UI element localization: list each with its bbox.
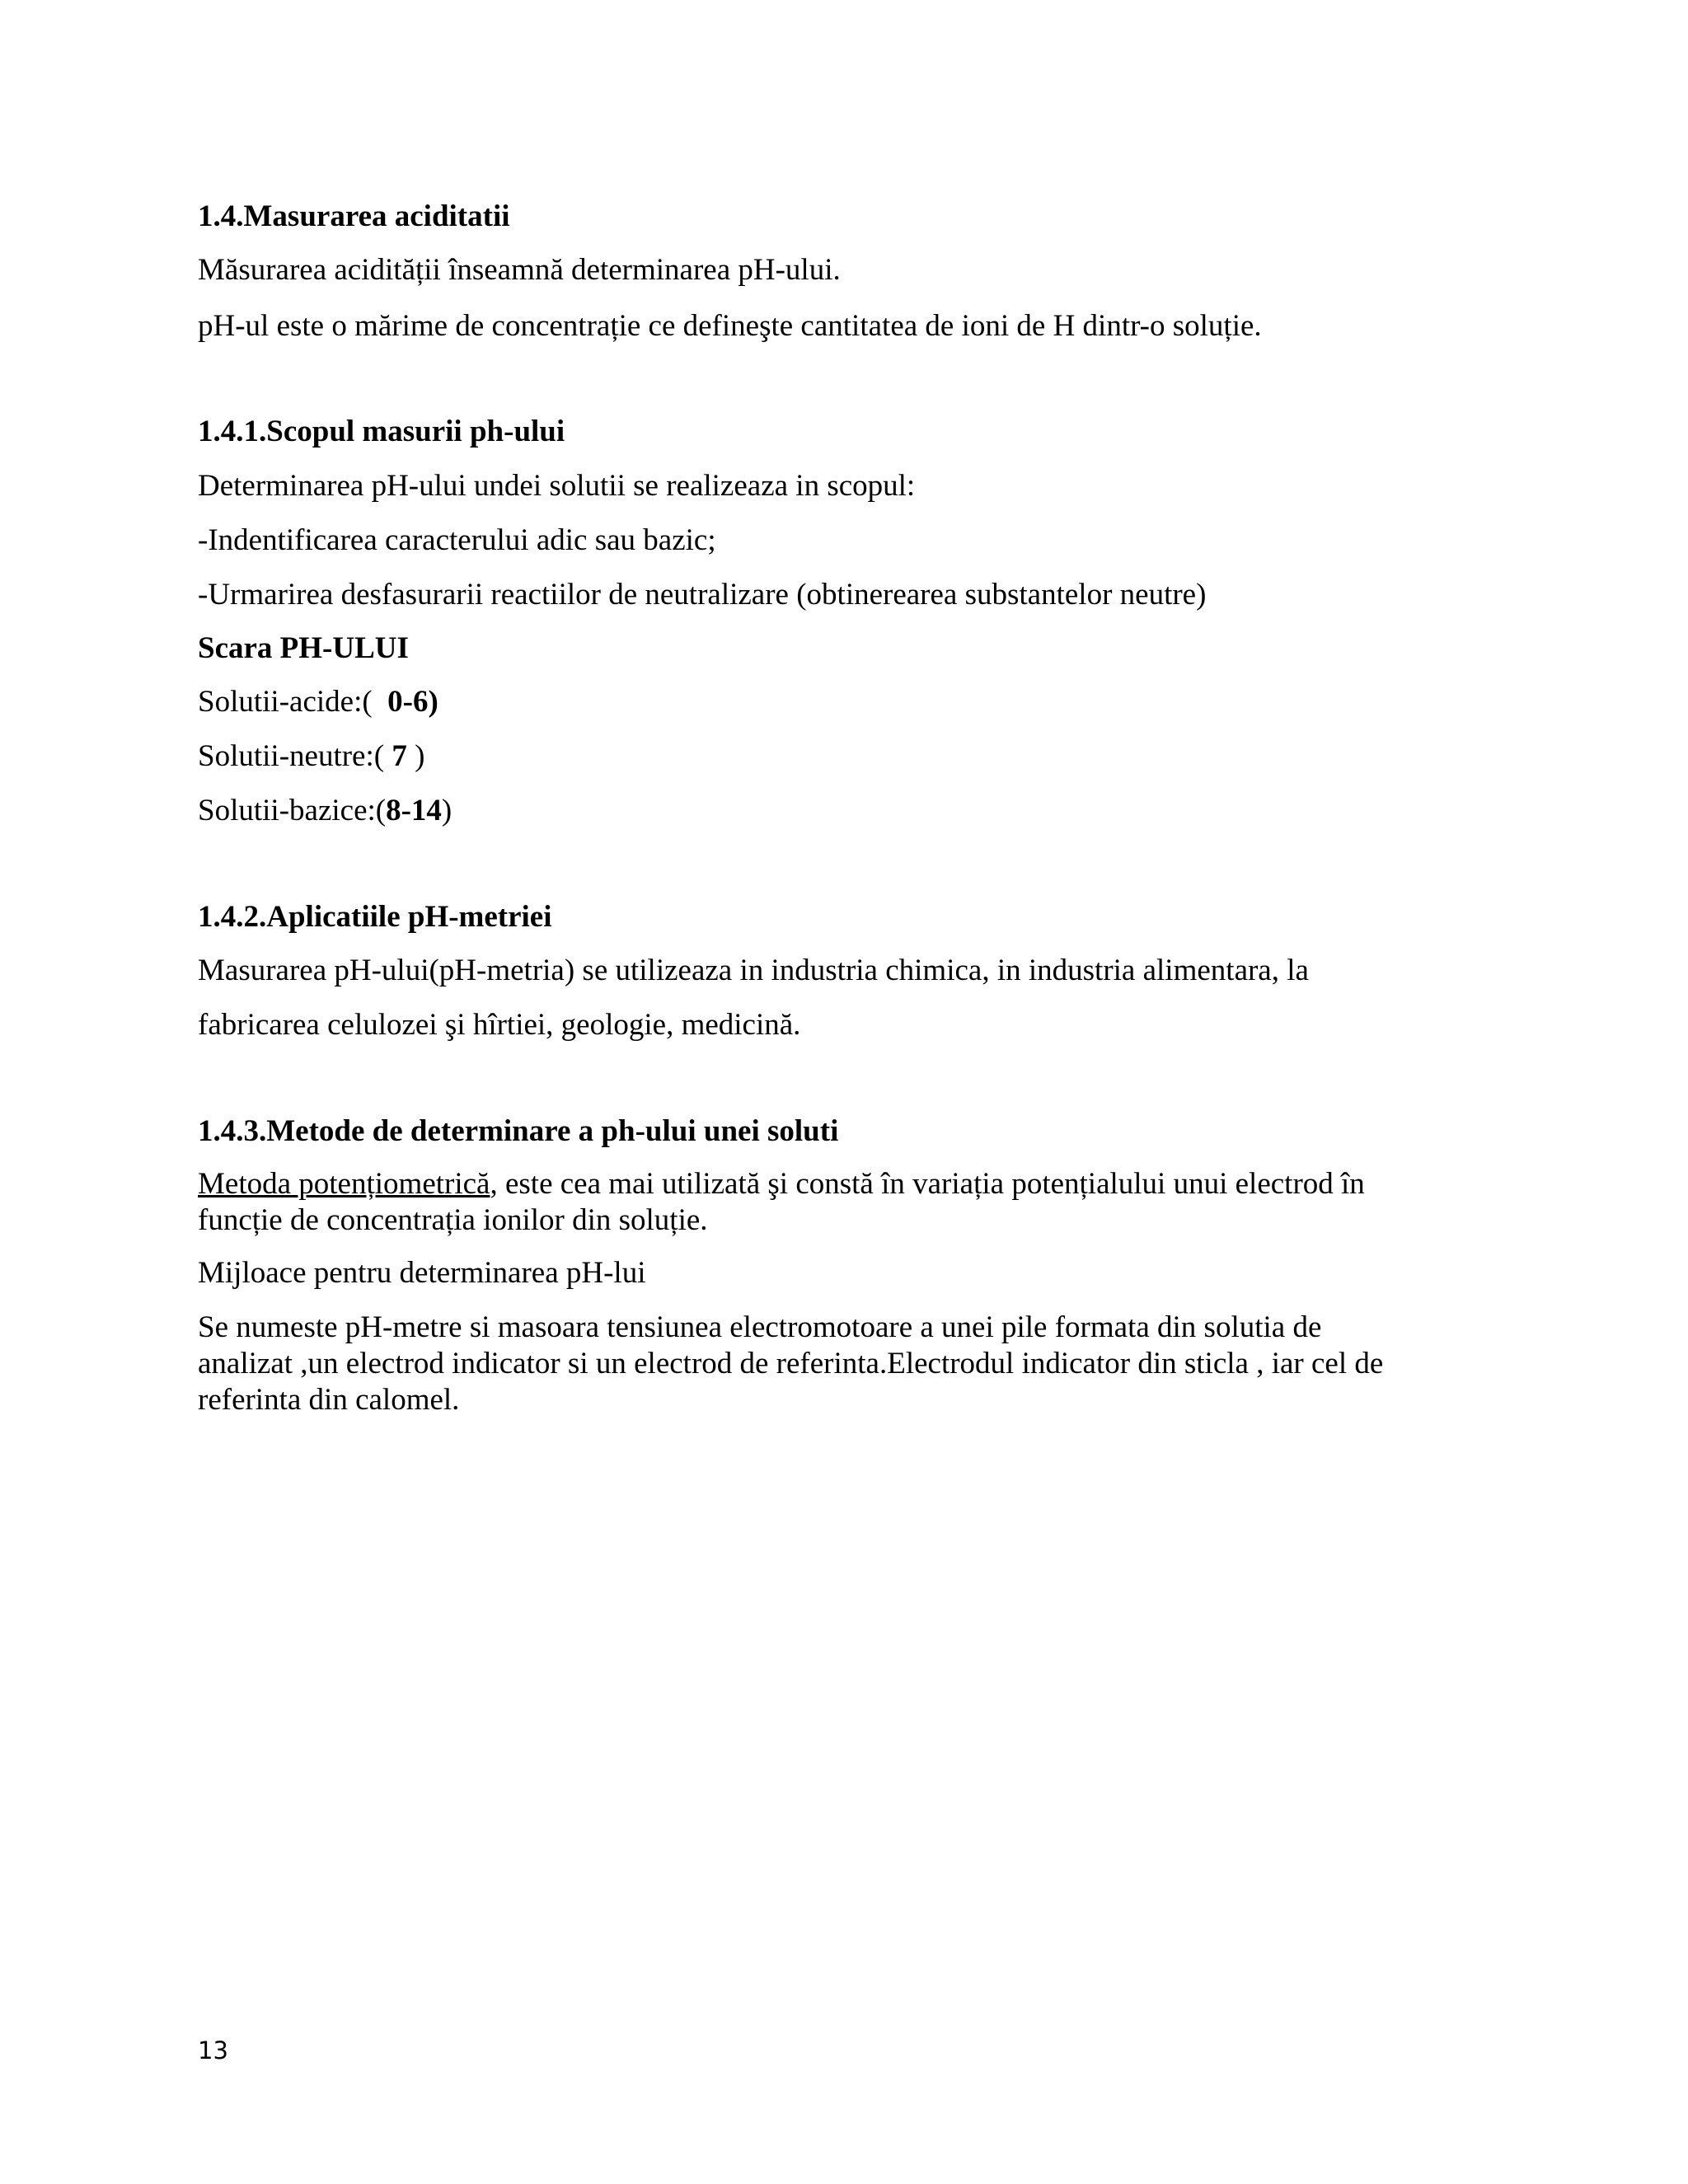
scale-item-neutre [198, 738, 424, 776]
method-description: , este cea mai utilizată şi constă în variația potențialului unui electrod în [490, 1167, 1365, 1201]
paragraph-line: Masurarea pH-ului(pH-metria) se utilizeaza in industria chimica, in industria alimentara, la [198, 954, 1309, 987]
paragraph-line: funcție de concentrația ionilor din soluție. [198, 1203, 708, 1237]
paragraph-line: referinta din calomel. [198, 1383, 460, 1417]
paragraph-line: Mijloace pentru determinarea pH-lui [198, 1256, 646, 1290]
section-heading-1-4-2: 1.4.2.Aplicatiile pH-metriei [198, 900, 552, 934]
scale-item-bazice [198, 792, 452, 830]
paragraph-line: Măsurarea acidității înseamnă determinarea pH-ului. [198, 253, 841, 287]
list-item: -Urmarirea desfasurarii reactiilor de neutralizare (obtinerearea substantelor neutre) [198, 578, 1207, 612]
paragraph-line: analizat ,un electrod indicator si un electrod de referinta.Electrodul indicator din sticla , iar cel de [198, 1347, 1384, 1380]
scale-label: Solutii-bazice:( [198, 794, 387, 827]
list-item: -Indentificarea caracterului adic sau bazic; [198, 523, 716, 557]
section-heading-1-4-3: 1.4.3.Metode de determinare a ph-ului unei soluti [198, 1114, 839, 1148]
scale-close: ) [415, 739, 425, 773]
paragraph-line: Se numeste pH-metre si masoara tensiunea electromotoare a unei pile formata din solutia de [198, 1310, 1322, 1344]
page-number: 13 [198, 2036, 228, 2064]
scale-value: 0-6) [387, 685, 438, 719]
paragraph-line: Determinarea pH-ului undei solutii se realizeaza in scopul: [198, 469, 916, 503]
section-heading-1-4-1: 1.4.1.Scopul masurii ph-ului [198, 415, 565, 448]
scale-value: 8-14 [386, 794, 442, 827]
scale-close: ) [441, 794, 452, 827]
paragraph-line: pH-ul este o mărime de concentrație ce defineşte cantitatea de ioni de H dintr-o soluție. [198, 309, 1262, 343]
scale-value: 7 [392, 739, 407, 773]
scale-heading: Scara PH-ULUI [198, 631, 409, 665]
paragraph-line: fabricarea celulozei şi hîrtiei, geologie, medicină. [198, 1008, 801, 1042]
section-heading-1-4: 1.4.Masurarea aciditatii [198, 199, 510, 233]
scale-label: Solutii-neutre:( [198, 739, 385, 773]
scale-label: Solutii-acide:( [198, 685, 373, 719]
method-name: Metoda potențiometrică [198, 1167, 490, 1201]
scale-item-acide [198, 683, 438, 721]
paragraph-line [198, 1165, 1365, 1203]
